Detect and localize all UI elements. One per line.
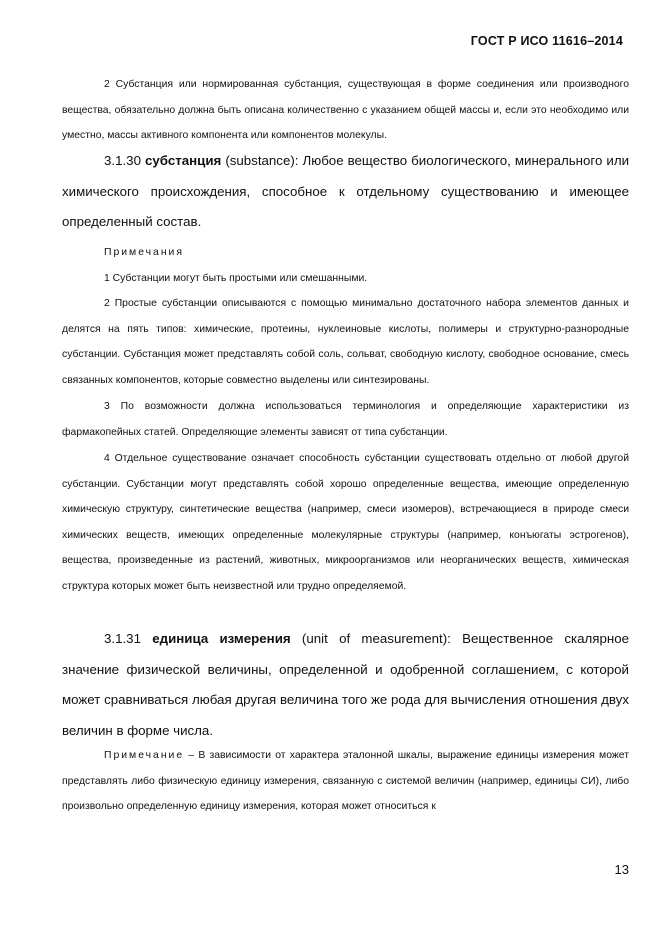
notes-heading: Примечания (104, 247, 184, 258)
note-1: 1 Субстанции могут быть простыми или смешанными. (104, 273, 368, 284)
definition-number: 3.1.31 (104, 631, 141, 646)
final-note-label: Примечание (104, 750, 185, 761)
definition-term: субстанция (145, 153, 222, 168)
note-4: 4 Отдельное существование означает способность субстанции существовать отдельно от любой другой субстанции. Субстанции могут представлять собой хорошо определенные вещества, имеющие определенную химическую структуру, синтетические вещества (например, смеси изомеров), встречающиеся в природе смеси химических веществ, имеющих определенные молекулярные структуры (например, конъюгаты эстрогенов), вещества, произведенные из растений, животных, микроорганизмов или неорганических веществ, химическая структура которых может быть неизвестной или трудно определяемой. (62, 453, 629, 592)
definition-3-1-30 (62, 146, 629, 238)
definition-3-1-31 (62, 624, 629, 746)
document-header: ГОСТ Р ИСО 11616–2014 (470, 34, 623, 48)
note-2-continuation: 2 Субстанция или нормированная субстанция, существующая в форме соединения или производного вещества, обязательно должна быть описана количественно с указанием общей массы и, если это необходимо или уместно, массы активного компонента или компонентов молекулы. (62, 79, 629, 141)
final-note (62, 743, 629, 820)
definition-text: (substance): Любое вещество биологического, минерального или химического происхождения, способное к отдельному существованию и имеющее определенный состав. (62, 153, 630, 229)
definition-number: 3.1.30 (104, 153, 141, 168)
note-3: 3 По возможности должна использоваться терминология и определяющие характеристики из фармакопейных статей. Определяющие элементы зависят от типа субстанции. (62, 401, 629, 438)
note-2: 2 Простые субстанции описываются с помощью минимально достаточного набора элементов данных и делятся на пять типов: химические, протеины, нуклеиновые кислоты, полимеры и структурно-разнородные субстанции. Субстанция может представлять собой соль, сольват, свободную кислоту, свободное основание, смесь связанных компонентов, которые совместно выделены или синтезированы. (62, 298, 629, 386)
final-note-text: – В зависимости от характера эталонной шкалы, выражение единицы измерения может представлять либо физическую единицу измерения, связанную с системой величин (например, единицы СИ), либо произвольно определенную единицу измерения, которая может относиться к (62, 750, 629, 812)
definition-term: единица измерения (152, 631, 291, 646)
page-number: 13 (614, 862, 629, 877)
definition-text: (unit of measurement): Вещественное скалярное значение физической величины, определенной и одобренной соглашением, с которой может сравниваться любая другая величина того же рода для вычисления отношения двух величин в форме числа. (62, 631, 629, 738)
